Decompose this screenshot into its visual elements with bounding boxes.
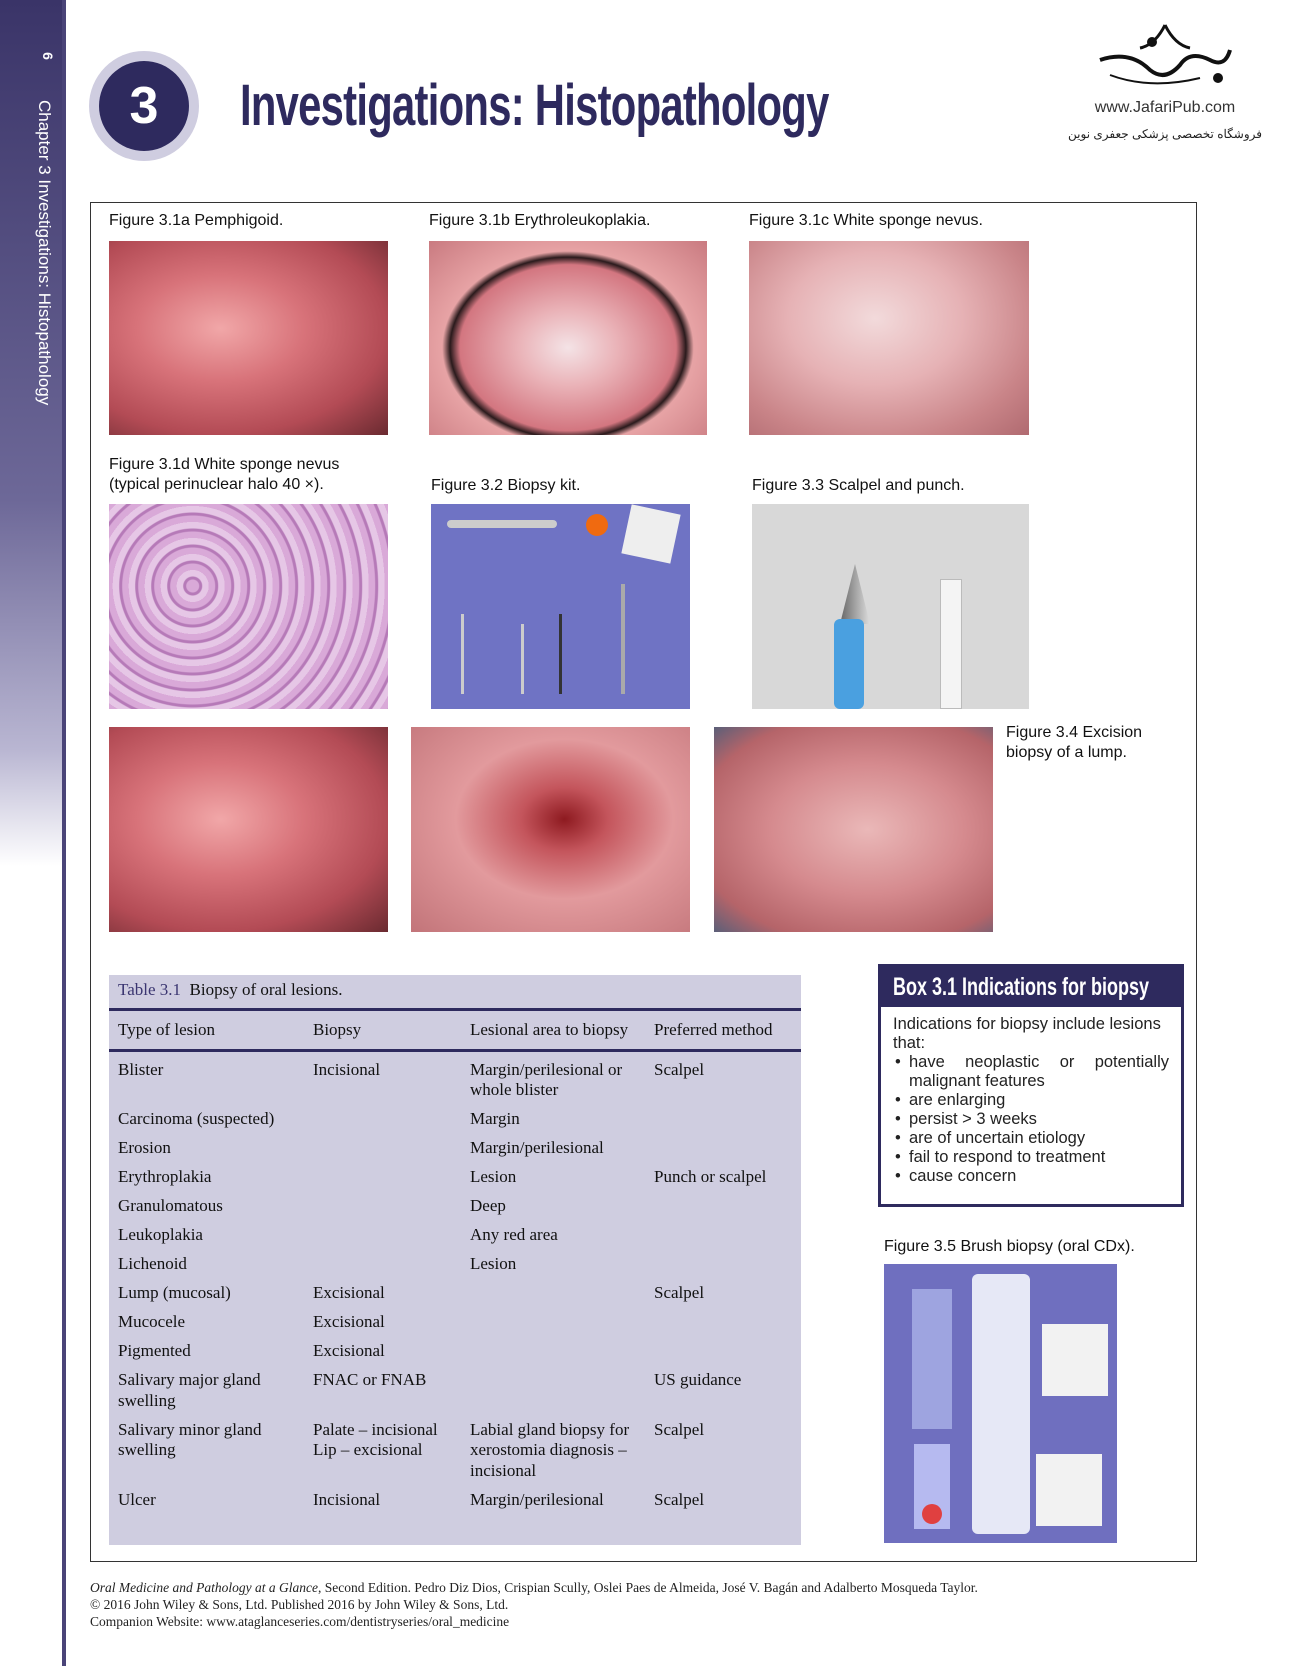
table-cell: Salivary minor gland swelling (118, 1419, 262, 1459)
table-cell: Palate – incisional Lip – excisional (313, 1419, 438, 1459)
figure-3-4-image-3 (714, 727, 993, 932)
caption-line: Figure 3.4 Excision (1006, 724, 1143, 741)
figure-3-5-image (884, 1264, 1117, 1543)
chapter-badge (89, 51, 199, 161)
table-cell: Excisional (313, 1312, 385, 1331)
biopsy-table (109, 975, 801, 1545)
table-cell: Lesion (470, 1167, 517, 1186)
page-number: 6 (39, 52, 56, 60)
table-row (109, 1105, 801, 1134)
figure-caption-3-4 (1006, 723, 1142, 763)
table-row (109, 1308, 801, 1337)
book-title: Oral Medicine and Pathology at a Glance (90, 1580, 318, 1595)
table-cell (645, 1337, 801, 1366)
figure-caption-3-1c: Figure 3.1c White sponge nevus. (749, 212, 983, 229)
table-header-row (109, 1011, 801, 1050)
caption-line: Figure 3.1d White sponge nevus (109, 456, 340, 473)
table-grid (109, 1011, 801, 1515)
footer-line-1 (90, 1579, 978, 1596)
table-cell (304, 1105, 461, 1134)
table-cell: Deep (470, 1196, 506, 1215)
table-title (109, 975, 801, 1011)
table-cell: Margin/perilesional (470, 1138, 604, 1157)
indications-list (893, 1053, 1169, 1186)
footer-line-3: Companion Website: www.ataglanceseries.com/dentistryseries/oral_medicine (90, 1614, 510, 1629)
publisher-logo (1060, 20, 1270, 141)
column-header: Lesional area to biopsy (461, 1011, 645, 1050)
table-cell: Scalpel (654, 1283, 705, 1302)
figure-3-1b-image (429, 241, 707, 435)
table-cell: Labial gland biopsy for xerostomia diagnosis – incisional (470, 1419, 630, 1480)
table-cell: Margin/perilesional (470, 1489, 604, 1509)
table-cell: Incisional (313, 1489, 381, 1509)
table-cell (304, 1221, 461, 1250)
table-cell: Excisional (313, 1341, 385, 1360)
table-cell: Pigmented (118, 1341, 191, 1360)
book-authors: , Second Edition. Pedro Diz Dios, Crispian Scully, Oslei Paes de Almeida, José V. Bagán and Adalberto Mosqueda Taylor. (317, 1580, 978, 1595)
table-cell: Erosion (118, 1138, 171, 1157)
table-cell: Margin/perilesional or whole blister (470, 1059, 623, 1099)
table-caption: Biopsy of oral lesions. (189, 980, 343, 999)
figure-caption-3-5: Figure 3.5 Brush biopsy (oral CDx). (884, 1238, 1135, 1255)
table-cell: Incisional (313, 1059, 381, 1079)
figure-3-1a-image (109, 241, 388, 435)
column-header: Biopsy (304, 1011, 461, 1050)
figure-caption-3-3: Figure 3.3 Scalpel and punch. (752, 477, 965, 494)
table-row (109, 1163, 801, 1192)
table-cell: FNAC or FNAB (313, 1370, 427, 1389)
table-cell: Mucocele (118, 1312, 186, 1331)
indications-box (878, 964, 1184, 1207)
table-cell (461, 1366, 645, 1416)
table-cell (304, 1192, 461, 1221)
calligraphy-logo-icon (1090, 20, 1240, 90)
table-row (109, 1366, 801, 1416)
table-cell: US guidance (654, 1370, 742, 1389)
table-cell (304, 1134, 461, 1163)
table-cell (645, 1134, 801, 1163)
caption-line: (typical perinuclear halo 40 ×). (109, 476, 324, 493)
logo-url: www.JafariPub.com (1094, 99, 1236, 116)
box-title (881, 967, 1181, 1007)
table-row (109, 1221, 801, 1250)
caption-line: biopsy of a lump. (1006, 744, 1127, 761)
table-cell: Scalpel (654, 1419, 705, 1439)
table-number: Table 3.1 (118, 980, 182, 999)
table-cell (645, 1250, 801, 1279)
indication-item: • cause concern (893, 1167, 1169, 1186)
table-cell (645, 1105, 801, 1134)
table-cell: Margin (470, 1109, 520, 1128)
indication-item: • persist > 3 weeks (893, 1110, 1169, 1129)
figure-caption-3-1b: Figure 3.1b Erythroleukoplakia. (429, 212, 651, 229)
footer-line-2: © 2016 John Wiley & Sons, Ltd. Published 2016 by John Wiley & Sons, Ltd. (90, 1597, 509, 1612)
column-header: Preferred method (645, 1011, 801, 1050)
figure-3-2-image (431, 504, 690, 709)
running-head: Chapter 3 Investigations: Histopathology (35, 100, 54, 406)
box-intro: Indications for biopsy include lesions that: (893, 1015, 1161, 1052)
table-cell: Ulcer (118, 1489, 156, 1509)
table-row (109, 1134, 801, 1163)
logo-tagline: فروشگاه تخصصی پزشکی جعفری نوین (1068, 127, 1262, 141)
table-cell (304, 1163, 461, 1192)
table-cell (645, 1192, 801, 1221)
box-title-text: Box 3.1 Indications for biopsy (893, 973, 1150, 1001)
figure-3-1c-image (749, 241, 1029, 435)
table-cell (461, 1308, 645, 1337)
indication-item: • are of uncertain etiology (893, 1129, 1169, 1148)
table-cell (461, 1337, 645, 1366)
table-row (109, 1337, 801, 1366)
table-row (109, 1250, 801, 1279)
table-cell: Scalpel (654, 1059, 705, 1079)
table-cell: Scalpel (654, 1489, 705, 1509)
figure-caption-3-1a: Figure 3.1a Pemphigoid. (109, 212, 284, 229)
table-row (109, 1486, 801, 1515)
table-cell (461, 1279, 645, 1308)
column-header: Type of lesion (109, 1011, 304, 1050)
table-cell: Salivary major gland swelling (118, 1370, 261, 1410)
indication-item: • have neoplastic or potentially malignant features (893, 1053, 1169, 1091)
table-cell: Blister (118, 1059, 164, 1079)
table-cell: Lichenoid (118, 1254, 187, 1273)
table-cell: Any red area (470, 1225, 558, 1244)
chapter-number: 3 (99, 61, 189, 151)
sidebar-rule (62, 0, 66, 1666)
table-cell (645, 1221, 801, 1250)
table-cell (304, 1250, 461, 1279)
figure-3-4-image-1 (109, 727, 388, 932)
figure-3-4-image-2 (411, 727, 690, 932)
table-row (109, 1050, 801, 1105)
table-cell: Lesion (470, 1254, 517, 1273)
figure-3-1d-image (109, 504, 388, 709)
table-cell: Carcinoma (suspected) (118, 1109, 275, 1128)
table-cell: Granulomatous (118, 1196, 223, 1215)
table-cell: Leukoplakia (118, 1225, 203, 1244)
figure-3-3-image (752, 504, 1029, 709)
indication-item: • fail to respond to treatment (893, 1148, 1169, 1167)
figure-caption-3-2: Figure 3.2 Biopsy kit. (431, 477, 581, 494)
copyright-footer (90, 1579, 978, 1630)
table-cell: Lump (mucosal) (118, 1283, 231, 1302)
table-row (109, 1192, 801, 1221)
page-title: Investigations: Histopathology (240, 73, 829, 138)
table-row (109, 1279, 801, 1308)
figure-caption-3-1d (109, 455, 339, 495)
indication-item: • are enlarging (893, 1091, 1169, 1110)
table-cell: Punch or scalpel (654, 1167, 767, 1186)
table-cell: Excisional (313, 1283, 385, 1302)
table-cell (645, 1308, 801, 1337)
table-cell: Erythroplakia (118, 1167, 212, 1186)
table-row (109, 1416, 801, 1486)
